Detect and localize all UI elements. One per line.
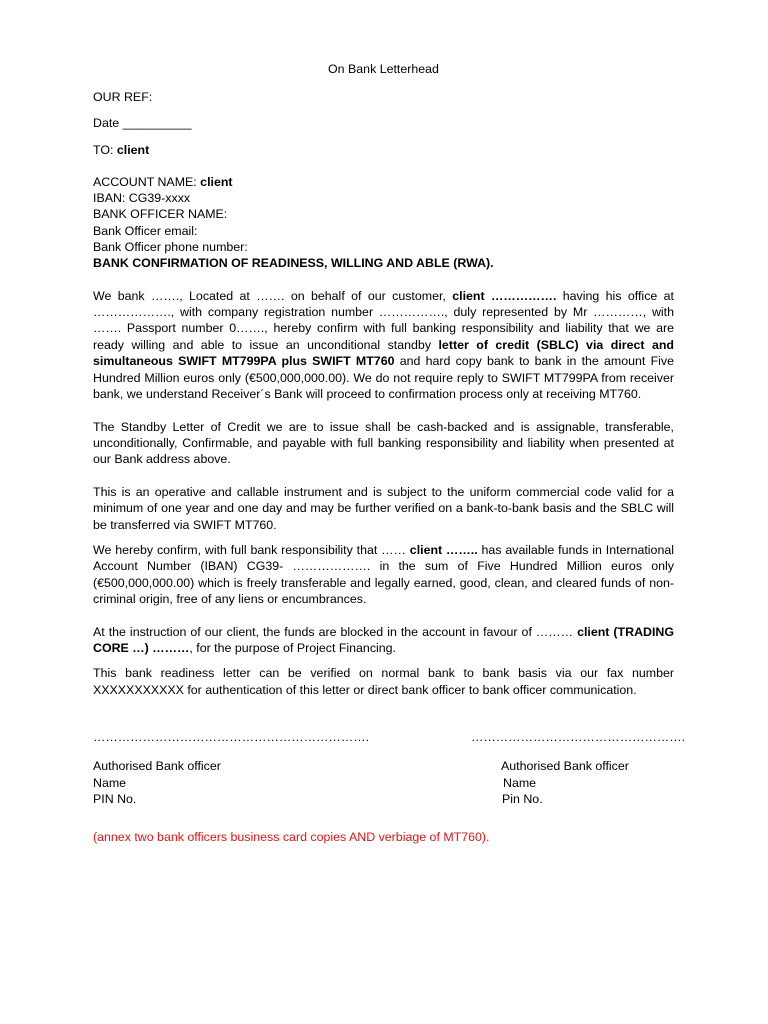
date-line: Date __________ xyxy=(93,116,192,131)
to-value: client xyxy=(116,142,150,157)
bank-officer-name: BANK OFFICER NAME: xyxy=(93,207,228,222)
signature-right xyxy=(471,729,685,807)
to-line xyxy=(93,142,674,158)
signature-right-title: Authorised Bank officer xyxy=(501,759,629,774)
signature-line-left: …………………………………………………………. xyxy=(93,730,370,745)
paragraph-verification: This bank readiness letter can be verified on normal bank to bank basis via our fax number XXXXXXXXXXX for authentication of this letter or direct bank officer to bank officer communication. xyxy=(93,666,674,697)
account-name xyxy=(93,174,674,190)
p5-text-c: , for the purpose of Project Financing. xyxy=(189,640,396,655)
signature-block xyxy=(93,729,686,819)
p1-text-a: We bank ……., Located at ……. on behalf of our customer, xyxy=(93,288,453,303)
to-label: TO: xyxy=(93,142,117,157)
signature-left-title: Authorised Bank officer xyxy=(93,759,221,774)
bank-officer-phone: Bank Officer phone number: xyxy=(93,240,248,255)
p5-client: client (TRADING CORE …) ……… xyxy=(93,624,674,655)
paragraph-funds xyxy=(93,542,674,608)
signature-right-name: Name xyxy=(503,775,537,790)
letterhead-title: On Bank Letterhead xyxy=(328,62,439,76)
bank-officer-email: Bank Officer email: xyxy=(93,223,198,238)
annex-note: (annex two bank officers business card copies AND verbiage of MT760). xyxy=(93,830,490,845)
our-ref: OUR REF: xyxy=(93,90,153,104)
signature-left xyxy=(93,729,369,807)
paragraph-instrument: This is an operative and callable instrument and is subject to the uniform commercial code valid for a minimum of one year and one day and may be further verified on a bank-to-bank basis and the SBLC will be transferred via SWIFT MT760. xyxy=(93,484,674,532)
p4-text-c: has available funds in International Account Number (IBAN) CG39- ………………. in the sum of Five Hundred Million euros only (€500,000,000.00) which is freely transferable and legally earned, good, clean, and cleared funds of non-criminal origin, free of any liens or encumbrances. xyxy=(93,542,674,607)
p4-client: client …….. xyxy=(409,542,478,557)
p4-text-a: We hereby confirm, with full bank responsibility that …… xyxy=(93,542,410,557)
p1-client: client ……………. xyxy=(452,288,557,303)
rwa-heading-text: BANK CONFIRMATION OF READINESS, WILLING AND ABLE (RWA). xyxy=(93,256,494,271)
rwa-heading xyxy=(93,255,674,271)
letter-content xyxy=(93,61,686,845)
account-name-label: ACCOUNT NAME: xyxy=(93,174,201,189)
p1-text-c: having his office at ………………., with company registration number ……………., duly represented by Mr …………, with ……. Passport number 0……., hereby confirm with full banking responsibility and liability that we are ready willing and able to issue an unconditional standby xyxy=(93,288,674,352)
p5-text-a: At the instruction of our client, the funds are blocked in the account in favour of ……… xyxy=(93,624,578,639)
iban-line: IBAN: CG39-xxxx xyxy=(93,191,191,206)
account-name-value: client xyxy=(200,174,233,189)
paragraph-confirmation xyxy=(93,288,674,403)
p1-sblc: letter of credit (SBLC) via direct and simultaneous SWIFT MT799PA plus SWIFT MT760 xyxy=(93,337,674,369)
p1-text-e: and hard copy bank to bank in the amount Five Hundred Million euros only (€500,000,000.00). We do not require reply to SWIFT MT799PA from receiver bank, we understand Receiver´s Bank will proceed to confirmation process only at receiving MT760. xyxy=(93,354,675,402)
signature-line-right: ……………………………………………. xyxy=(471,730,686,745)
signature-left-pin: PIN No. xyxy=(93,791,137,806)
signature-left-name: Name xyxy=(93,775,127,790)
paragraph-blocked-funds xyxy=(93,624,674,657)
paragraph-sblc-terms: The Standby Letter of Credit we are to issue shall be cash-backed and is assignable, transferable, unconditionally, Confirmable, and payable with full banking responsibility and liability when presented at our Bank address above. xyxy=(93,419,674,467)
signature-right-pin: Pin No. xyxy=(502,791,543,806)
